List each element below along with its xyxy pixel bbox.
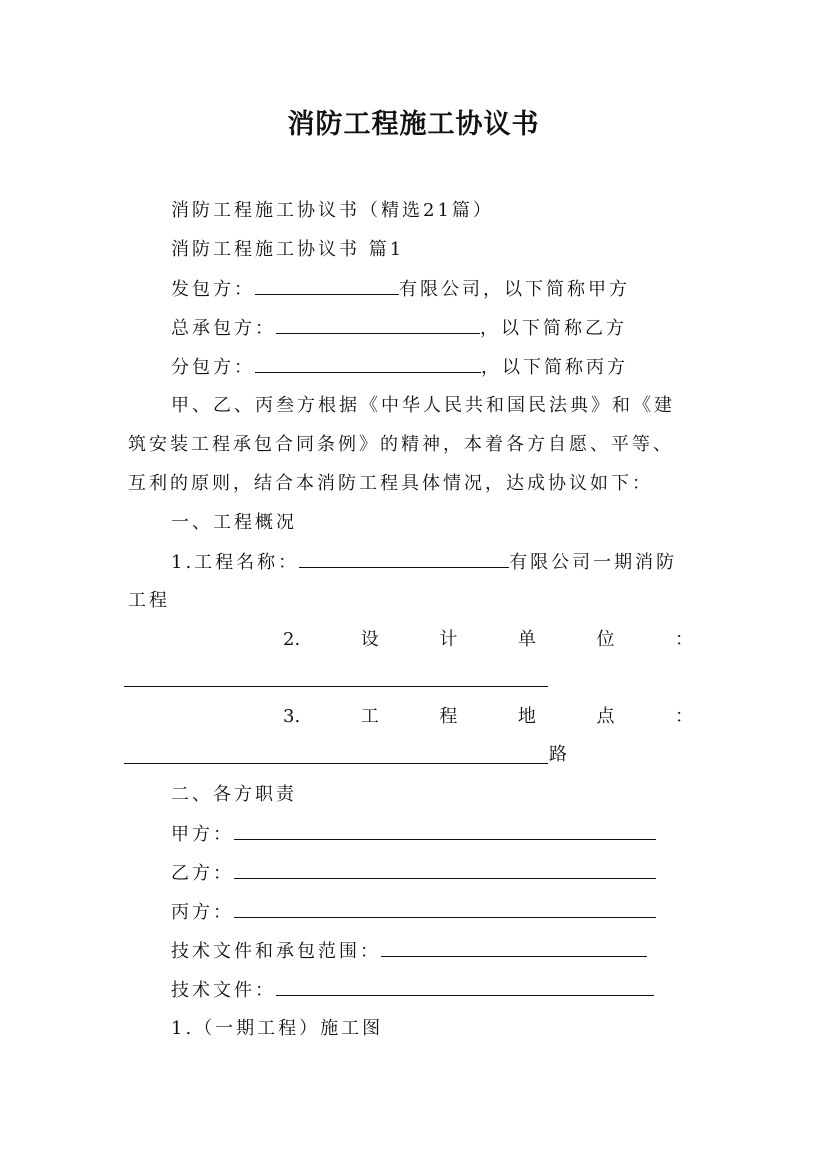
party-b-blank [276,315,480,334]
section-1-heading: 一、工程概况 [171,512,297,533]
tech-docs-blank [276,977,654,996]
item-2-colon: ： [675,629,693,650]
duty-b-line [171,860,656,887]
party-a-label: 发包方： [171,279,255,300]
party-b-line [171,315,627,342]
party-b-suffix: ，以下简称乙方 [480,318,627,339]
party-a-line [171,276,630,303]
party-c-label: 分包方： [171,357,255,378]
section-2-heading: 二、各方职责 [171,784,297,805]
duty-c-line [171,899,656,926]
tech-scope-blank [381,938,647,957]
party-b-label: 总承包方： [171,318,276,339]
tech-scope-line [171,938,647,965]
item-1-line [171,549,677,576]
item-3-blank [124,763,548,764]
item-1-label: 1.工程名称： [171,552,300,573]
item-1-suffix: 有限公司一期消防 [509,552,678,573]
item-2-char-3: 单 [517,629,536,650]
item-2-char-1: 设 [360,629,379,650]
item-construction-drawings: 1.（一期工程）施工图 [171,1018,384,1039]
tech-scope-label: 技术文件和承包范围： [171,941,381,962]
item-2-line [283,627,693,653]
item-1-blank [299,549,509,568]
item-2-blank [124,686,548,687]
tech-docs-line [171,977,654,1004]
paragraph-1-line-1: 甲、乙、丙叁方根据《中华人民共和国民法典》和《建 [171,395,675,416]
heading-article-1: 消防工程施工协议书 篇1 [171,239,405,260]
duty-b-label: 乙方： [171,863,234,884]
party-a-suffix: 有限公司，以下简称甲方 [399,279,630,300]
item-3-char-3: 地 [517,706,536,727]
item-2-char-2: 计 [439,629,458,650]
item-3-suffix: 路 [549,744,570,765]
document-title: 消防工程施工协议书 [287,109,540,140]
item-3-char-4: 点 [596,706,615,727]
item-3-char-2: 程 [439,706,458,727]
duty-c-label: 丙方： [171,902,234,923]
duty-a-label: 甲方： [171,824,234,845]
item-1-continuation: 工程 [128,590,170,611]
duty-b-blank [234,860,656,879]
paragraph-1-line-2: 筑安装工程承包合同条例》的精神，本着各方自愿、平等、 [128,434,674,455]
item-3-char-1: 工 [360,706,379,727]
item-2-char-4: 位 [596,629,615,650]
item-3-colon: ： [675,706,693,727]
party-c-line [171,354,628,381]
duty-a-line [171,821,656,848]
party-a-blank [255,276,399,295]
paragraph-1-line-3: 互利的原则，结合本消防工程具体情况，达成协议如下： [128,473,653,494]
party-c-blank [255,354,481,373]
party-c-suffix: ，以下简称丙方 [481,357,628,378]
subtitle: 消防工程施工协议书（精选21篇） [171,200,494,221]
tech-docs-label: 技术文件： [171,980,276,1001]
item-2-number: 2. [283,629,301,650]
item-3-number: 3. [283,706,301,727]
duty-c-blank [234,899,656,918]
item-3-line [283,704,693,730]
duty-a-blank [234,821,656,840]
